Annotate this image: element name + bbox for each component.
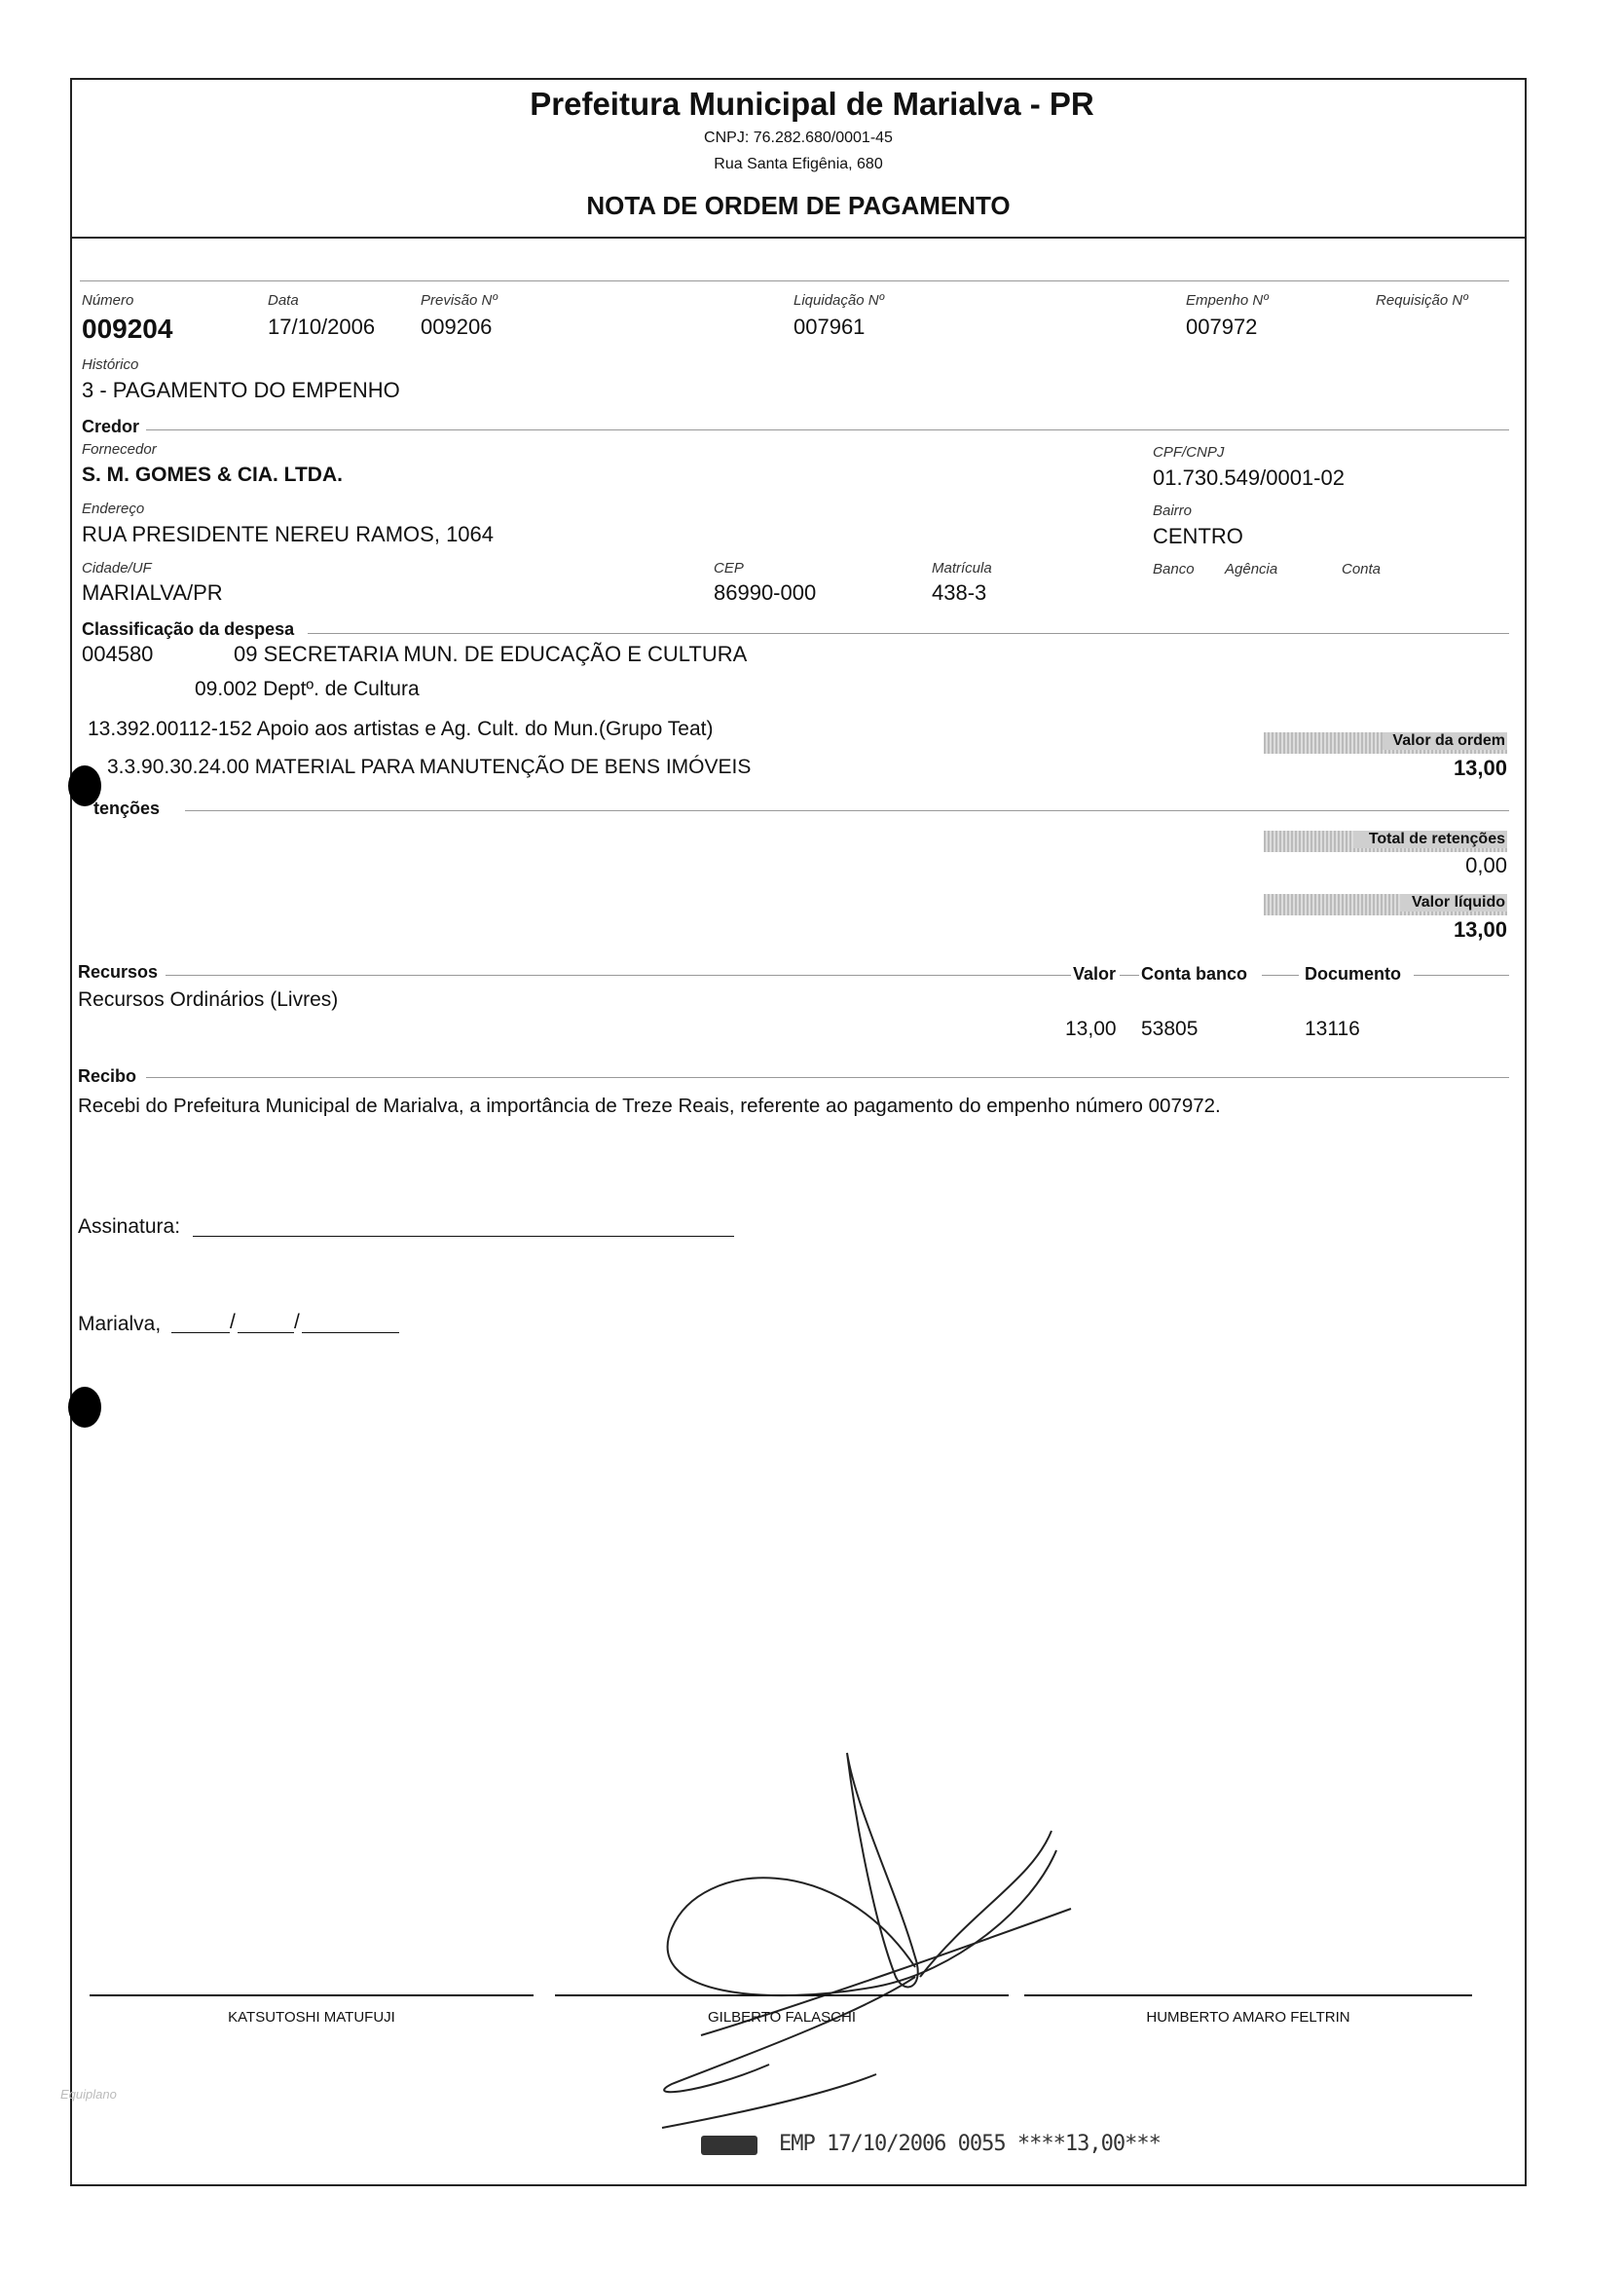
punch-hole-bottom <box>68 1387 101 1428</box>
historico-value: 3 - PAGAMENTO DO EMPENHO <box>82 378 400 402</box>
cep-value: 86990-000 <box>714 580 817 605</box>
recursos-divider-3 <box>1262 975 1299 976</box>
valor-liquido-label: Valor líquido <box>1400 894 1507 912</box>
despesa-orgao: 09 SECRETARIA MUN. DE EDUCAÇÃO E CULTURA <box>234 642 748 666</box>
recursos-divider-2 <box>1120 975 1139 976</box>
classificacao-section: Classificação da despesa <box>82 619 295 639</box>
endereco-label: Endereço <box>82 501 145 517</box>
assinatura-label: Assinatura: <box>78 1215 181 1238</box>
cep-label: CEP <box>714 560 744 577</box>
address-text: Rua Santa Efigênia, 680 <box>714 156 883 172</box>
punch-hole-top <box>68 765 101 806</box>
valor-ordem-label: Valor da ordem <box>1383 732 1507 750</box>
cnpj-text: CNPJ: 76.282.680/0001-45 <box>704 130 893 146</box>
banco-label: Banco <box>1153 561 1195 577</box>
retencoes-divider <box>185 810 1509 811</box>
date-month-line[interactable] <box>238 1332 294 1333</box>
credor-section: Credor <box>82 417 140 436</box>
data-value: 17/10/2006 <box>268 315 376 339</box>
despesa-code: 004580 <box>82 642 154 666</box>
documento-label: Documento <box>1305 964 1401 984</box>
classificacao-divider <box>308 633 1509 634</box>
cpf-label: CPF/CNPJ <box>1153 444 1225 461</box>
endereco-value: RUA PRESIDENTE NEREU RAMOS, 1064 <box>82 522 495 546</box>
despesa-elemento: 3.3.90.30.24.00 MATERIAL PARA MANUTENÇÃO DE BENS IMÓVEIS <box>107 756 752 778</box>
despesa-funcional: 13.392.00112-152 Apoio aos artistas e Ag. Cult. do Mun.(Grupo Teat) <box>88 718 714 740</box>
signature-name-right: HUMBERTO AMARO FELTRIN <box>1146 2009 1350 2026</box>
recursos-section: Recursos <box>78 962 159 982</box>
date-day-line[interactable] <box>171 1332 230 1333</box>
info-divider <box>80 280 1509 281</box>
matricula-label: Matrícula <box>932 560 992 577</box>
cidade-value: MARIALVA/PR <box>82 580 223 605</box>
historico-label: Histórico <box>82 356 139 373</box>
date-slash-1: / <box>230 1311 236 1333</box>
credor-divider <box>146 429 1509 430</box>
recursos-divider-4 <box>1414 975 1509 976</box>
conta-banco-label: Conta banco <box>1141 964 1248 984</box>
recursos-descricao: Recursos Ordinários (Livres) <box>78 988 339 1011</box>
bairro-label: Bairro <box>1153 502 1193 519</box>
bank-stamp: EMP 17/10/2006 0055 ****13,00*** <box>779 2132 1161 2156</box>
date-slash-2: / <box>294 1311 300 1333</box>
signature-line-center <box>555 1994 1009 1996</box>
local-data-label: Marialva, <box>78 1313 162 1335</box>
cpf-value: 01.730.549/0001-02 <box>1153 465 1345 490</box>
recibo-section: Recibo <box>78 1066 137 1086</box>
bank-stamp-logo <box>701 2136 757 2155</box>
empenho-label: Empenho Nº <box>1186 292 1269 309</box>
recursos-valor-label: Valor <box>1073 964 1117 984</box>
signature-name-left: KATSUTOSHI MATUFUJI <box>228 2009 395 2026</box>
valor-liquido-value: 13,00 <box>1453 917 1507 942</box>
header-divider <box>70 237 1527 239</box>
municipality-title: Prefeitura Municipal de Marialva - PR <box>530 86 1094 122</box>
fornecedor-label: Fornecedor <box>82 441 157 458</box>
liquidacao-value: 007961 <box>794 315 866 339</box>
document-title: NOTA DE ORDEM DE PAGAMENTO <box>586 191 1011 220</box>
total-retencoes-value: 0,00 <box>1465 853 1507 877</box>
software-watermark: Equiplano <box>60 2087 117 2102</box>
recursos-divider <box>166 975 1071 976</box>
recursos-valor: 13,00 <box>1065 1018 1117 1040</box>
agencia-label: Agência <box>1225 561 1278 577</box>
signature-line-left <box>90 1994 534 1996</box>
previsao-label: Previsão Nº <box>421 292 498 309</box>
previsao-value: 009206 <box>421 315 493 339</box>
despesa-unidade: 09.002 Deptº. de Cultura <box>195 678 420 700</box>
numero-value: 009204 <box>82 314 173 344</box>
matricula-value: 438-3 <box>932 580 987 605</box>
total-retencoes-label: Total de retenções <box>1353 831 1507 848</box>
recursos-conta-banco: 53805 <box>1141 1018 1199 1040</box>
cidade-label: Cidade/UF <box>82 560 152 577</box>
valor-ordem-value: 13,00 <box>1453 756 1507 780</box>
bairro-value: CENTRO <box>1153 524 1243 548</box>
recibo-text: Recebi do Prefeitura Municipal de Marialva, a importância de Treze Reais, referente ao pagamento do empenho número 007972. <box>78 1095 1221 1117</box>
recibo-divider <box>146 1077 1509 1078</box>
conta-label: Conta <box>1342 561 1382 577</box>
signature-line-right <box>1024 1994 1472 1996</box>
numero-label: Número <box>82 292 134 309</box>
liquidacao-label: Liquidação Nº <box>794 292 885 309</box>
data-label: Data <box>268 292 299 309</box>
retencoes-section: tenções <box>93 799 161 818</box>
empenho-value: 007972 <box>1186 315 1258 339</box>
fornecedor-value: S. M. GOMES & CIA. LTDA. <box>82 464 343 486</box>
assinatura-line[interactable] <box>193 1236 734 1237</box>
date-year-line[interactable] <box>302 1332 399 1333</box>
recursos-documento: 13116 <box>1305 1018 1360 1040</box>
requisicao-label: Requisição Nº <box>1376 292 1468 309</box>
signature-name-center: GILBERTO FALASCHI <box>708 2009 856 2026</box>
